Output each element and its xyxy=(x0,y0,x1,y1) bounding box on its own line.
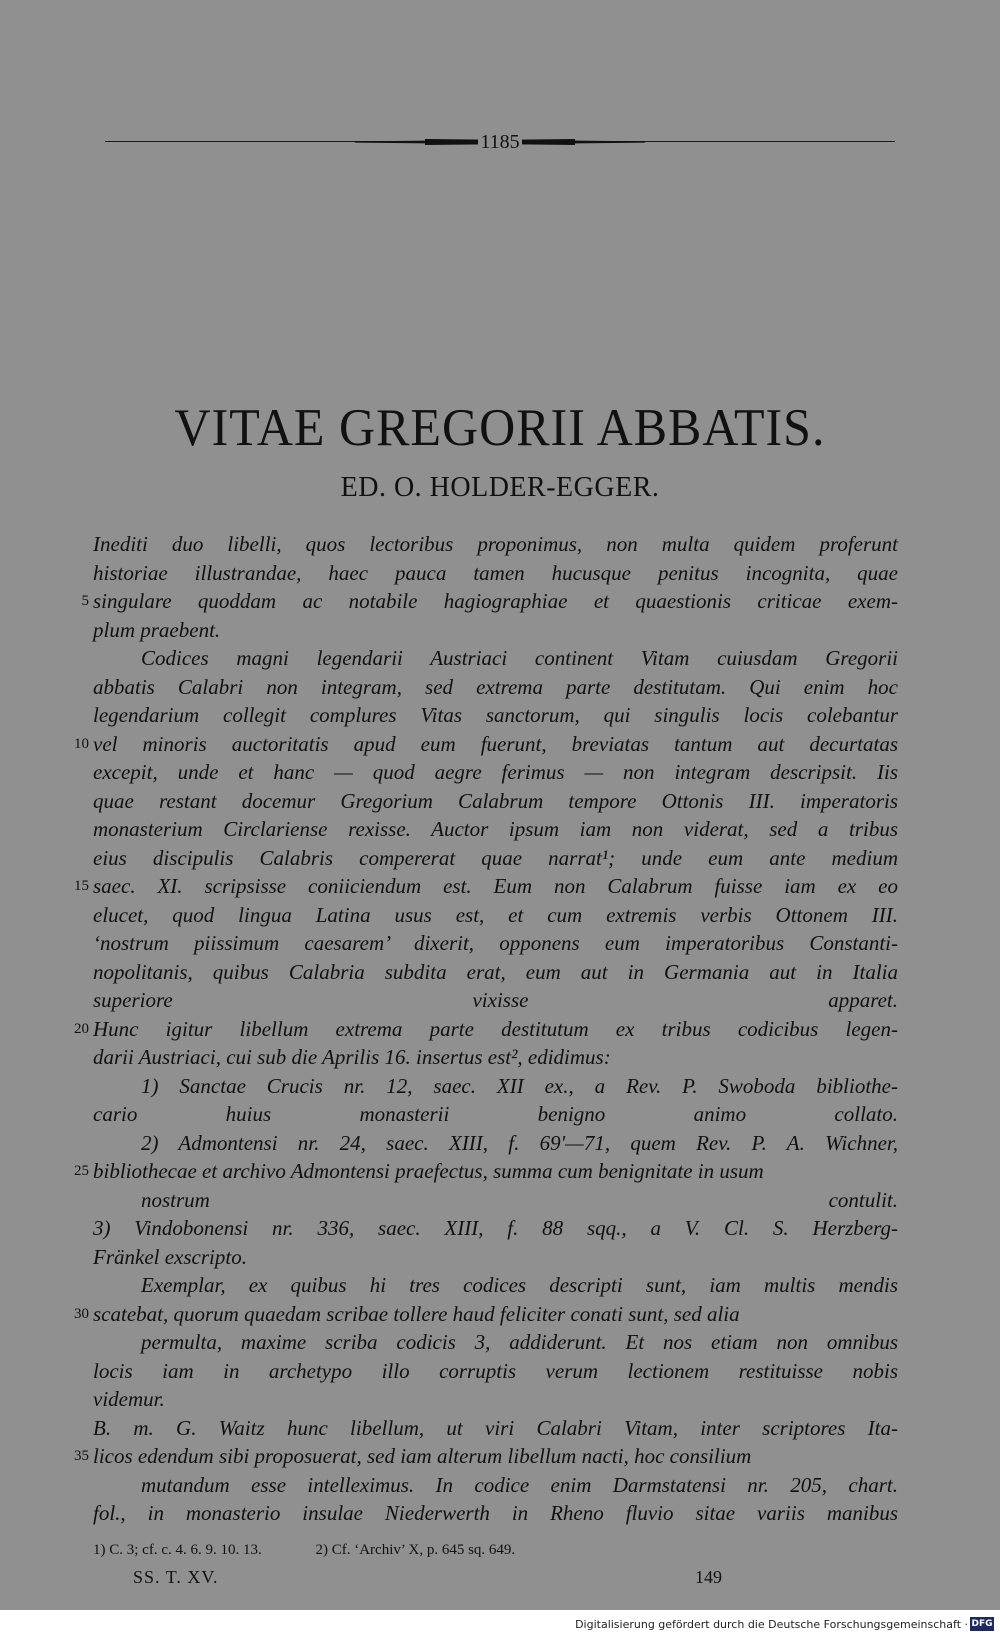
line-text: permulta, maxime scriba codicis 3, addiderunt. Et nos etiam non omnibus xyxy=(141,1330,898,1354)
text-line xyxy=(93,1186,898,1215)
line-text: saec. XI. scripsisse coniiciendum est. Eum non Calabrum fuisse iam ex eo xyxy=(93,874,898,898)
text-line xyxy=(93,1385,898,1414)
line-number: 10 xyxy=(74,735,89,752)
text-line xyxy=(93,530,898,559)
text-line xyxy=(93,787,898,816)
text-line xyxy=(93,1129,898,1158)
text-line xyxy=(93,673,898,702)
text-line xyxy=(74,1157,898,1186)
digitization-footer xyxy=(0,1610,1000,1638)
page-number: 149 xyxy=(695,1567,722,1587)
line-number: 30 xyxy=(74,1305,89,1322)
line-text: Codices magni legendarii Austriaci continent Vitam cuiusdam Gregorii xyxy=(141,646,898,670)
line-text: monasterium Circlariense rexisse. Auctor ipsum iam non viderat, sed a tribus xyxy=(93,817,898,841)
line-text: vel minoris auctoritatis apud eum fuerunt, breviatas tantum aut decurtatas xyxy=(93,731,898,756)
line-text: locis iam in archetypo illo corruptis verum lectionem restituisse nobis xyxy=(93,1358,898,1383)
text-line xyxy=(93,644,898,673)
text-line xyxy=(93,1414,898,1443)
line-text: mutandum esse intelleximus. In codice enim Darmstatensi nr. 205, chart. xyxy=(141,1472,898,1497)
line-text: nopolitanis, quibus Calabria subdita erat, eum aut in Germania aut in Italia xyxy=(93,959,898,984)
dfg-logo: DFG xyxy=(971,1619,993,1629)
line-text: quae restant docemur Gregorium Calabrum tempore Ottonis III. imperatoris xyxy=(93,788,898,813)
line-text: licos edendum sibi proposuerat, sed iam alterum libellum nacti, hoc consilium xyxy=(93,1444,752,1468)
editor-line: ED. O. HOLDER-EGGER. xyxy=(340,472,660,503)
text-line xyxy=(93,1043,898,1072)
text-line xyxy=(74,730,898,759)
text-line xyxy=(93,1471,898,1500)
text-line xyxy=(93,1499,898,1528)
line-text: nostrum contulit. xyxy=(141,1187,898,1212)
line-text: excepit, unde et hanc — quod aegre ferimus — non integram descripsit. Iis xyxy=(93,760,898,784)
text-line xyxy=(93,1328,898,1357)
text-line xyxy=(93,1357,898,1386)
line-text: abbatis Calabri non integram, sed extrema parte destitutam. Qui enim hoc xyxy=(93,674,898,699)
text-line xyxy=(93,929,898,958)
line-text: plum praebent. xyxy=(93,617,221,642)
text-line xyxy=(93,1072,898,1101)
text-line xyxy=(93,559,898,588)
text-line xyxy=(93,1271,898,1300)
document-title: VITAE GREGORII ABBATIS. xyxy=(174,397,826,457)
text-line xyxy=(93,986,898,1015)
line-number: 5 xyxy=(81,593,89,609)
text-line xyxy=(93,1243,898,1272)
footnotes xyxy=(93,1542,565,1559)
line-text: fol., in monasterio insulae Niederwerth in Rheno fluvio sitae variis manibus xyxy=(93,1501,898,1525)
line-text: scatebat, quorum quaedam scribae tollere haud feliciter conati sunt, sed alia xyxy=(93,1301,740,1326)
text-line xyxy=(74,872,898,901)
text-line xyxy=(93,616,898,645)
line-text: Exemplar, ex quibus hi tres codices descripti sunt, iam multis mendis xyxy=(141,1273,898,1297)
line-text: superiore vixisse apparet. xyxy=(93,988,898,1012)
text-line xyxy=(93,844,898,873)
line-text: Fränkel exscripto. xyxy=(93,1244,247,1269)
page-header xyxy=(105,130,895,154)
line-number: 25 xyxy=(74,1163,89,1179)
footer-credit: Digitalisierung gefördert durch die Deutsche Forschungsgemeinschaft · xyxy=(575,1618,968,1631)
line-number: 20 xyxy=(74,1020,89,1037)
line-text: historiae illustrandae, haec pauca tamen hucusque penitus incognita, quae xyxy=(93,560,898,585)
line-text: ‘nostrum piissimum caesarem’ dixerit, opponens eum imperatoribus Constanti- xyxy=(93,931,898,955)
line-text: B. m. G. Waitz hunc libellum, ut viri Calabri Vitam, inter scriptores Ita- xyxy=(93,1415,898,1440)
text-line xyxy=(74,1015,898,1044)
text-line xyxy=(93,1100,898,1129)
line-text: eius discipulis Calabris compererat quae narrat¹; unde eum ante medium xyxy=(93,845,898,870)
text-line xyxy=(93,901,898,930)
line-text: Inediti duo libelli, quos lectoribus proponimus, non multa quidem proferunt xyxy=(93,532,898,556)
footnote-1: 1) C. 3; cf. c. 4. 6. 9. 10. 13. xyxy=(93,1542,262,1558)
line-text: singulare quoddam ac notabile hagiographiae et quaestionis criticae exem- xyxy=(93,589,898,613)
text-line xyxy=(93,701,898,730)
line-text: bibliothecae et archivo Admontensi praefectus, summa cum benignitate in usum xyxy=(93,1159,764,1183)
line-text: cario huius monasterii benigno animo collato. xyxy=(93,1102,898,1126)
text-line xyxy=(93,958,898,987)
text-line xyxy=(74,1300,898,1329)
text-line xyxy=(93,758,898,787)
line-text: elucet, quod lingua Latina usus est, et cum extremis verbis Ottonem III. xyxy=(93,902,898,927)
line-text: videmur. xyxy=(93,1387,165,1411)
signature-mark: SS. T. XV. xyxy=(133,1567,219,1587)
text-line xyxy=(93,1214,898,1243)
body-text xyxy=(74,530,898,1528)
line-text: darii Austriaci, cui sub die Aprilis 16. insertus est², edidimus: xyxy=(93,1045,611,1069)
header-page-number: 1185 xyxy=(480,131,520,153)
line-number: 15 xyxy=(74,878,89,894)
footnote-2: 2) Cf. ‘Archiv’ X, p. 645 sq. 649. xyxy=(315,1542,516,1558)
text-line xyxy=(74,1442,898,1471)
line-text: 1) Sanctae Crucis nr. 12, saec. XII ex., a Rev. P. Swoboda bibliothe- xyxy=(141,1073,898,1098)
line-text: 2) Admontensi nr. 24, saec. XIII, f. 69'—71, quem Rev. P. A. Wichner, xyxy=(141,1130,898,1155)
line-text: Hunc igitur libellum extrema parte destitutum ex tribus codicibus legen- xyxy=(93,1016,898,1041)
line-text: legendarium collegit complures Vitas sanctorum, qui singulis locis colebantur xyxy=(93,703,898,727)
text-line xyxy=(81,587,898,616)
line-text: 3) Vindobonensi nr. 336, saec. XIII, f. 88 sqq., a V. Cl. S. Herzberg- xyxy=(93,1216,898,1240)
line-number: 35 xyxy=(74,1448,89,1464)
text-line xyxy=(93,815,898,844)
